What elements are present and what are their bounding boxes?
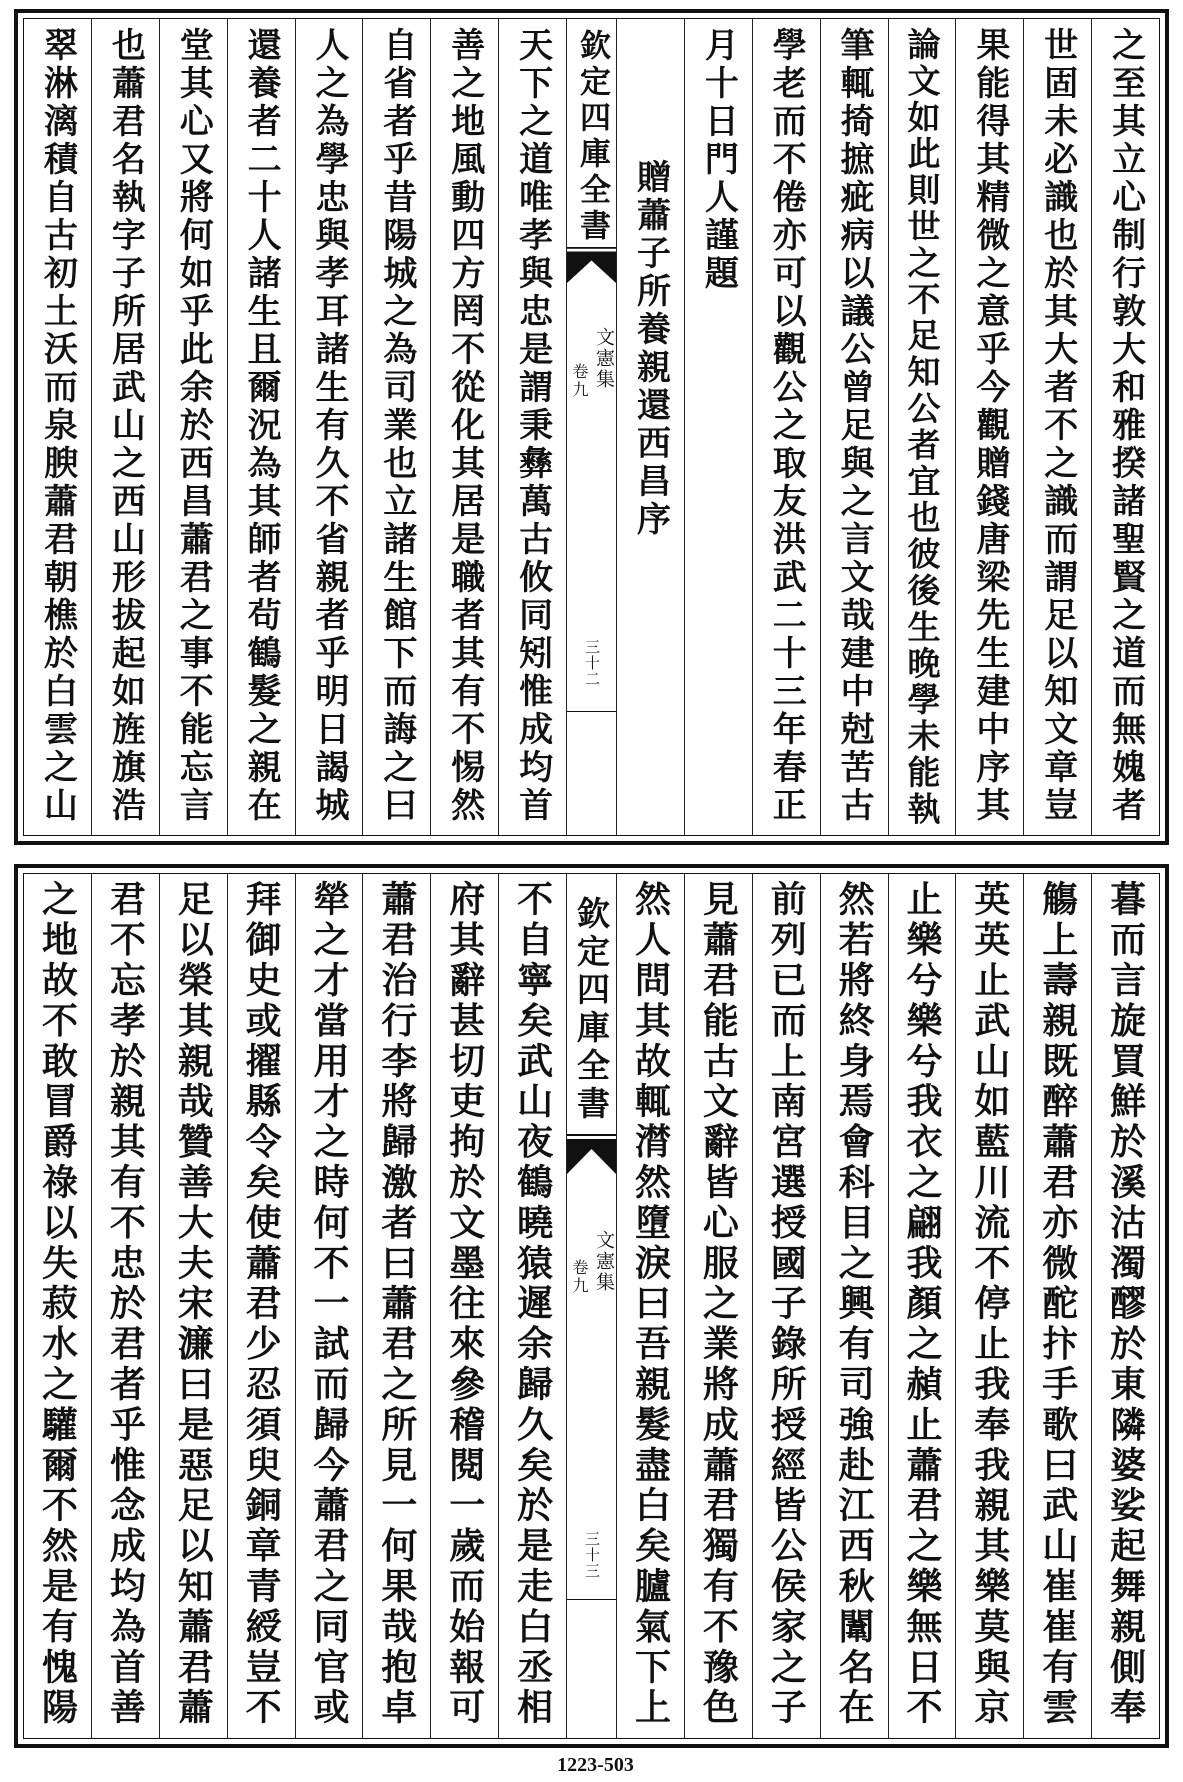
leaf-number: 三十三: [583, 1531, 601, 1579]
text-column: [888, 19, 956, 835]
page-code: 1223-503: [557, 1754, 634, 1776]
text-column: [159, 19, 227, 835]
column-text: 也蕭君名執字子所居武山之西山形拔起如旌旗浩: [105, 27, 146, 825]
column-text: 翠淋漓積自古初土沃而泉腴蕭君朝樵於白雲之山: [37, 27, 78, 825]
column-text: 蕭君治行李將歸激者曰蕭君之所見一何果哉抱卓: [375, 880, 418, 1729]
column-text: 君不忘孝於親其有不忠於君者乎惟念成均為首善: [104, 880, 147, 1729]
column-text: 堂其心又將何如乎此余於西昌蕭君之事不能忘言: [173, 27, 214, 825]
column-text: 觴上壽親既醉蕭君亦微酡抃手歌曰武山崔崔有雲: [1036, 880, 1079, 1729]
leaf-panel-bottom: [14, 864, 1169, 1748]
text-column: [955, 874, 1023, 1738]
column-text: 然若將終身焉會科目之興有司強赴江西秋闈名在: [833, 880, 876, 1729]
text-frame: [23, 873, 1160, 1739]
center-fold: [566, 874, 616, 1738]
text-column: [616, 874, 684, 1738]
text-column: [159, 874, 227, 1738]
column-text: 不自寧矣武山夜鶴曉猿遲余歸久矣於是走白丞相: [511, 880, 554, 1729]
text-column: [362, 874, 430, 1738]
colophon-column: [684, 19, 752, 835]
text-column: [684, 874, 752, 1738]
text-column: [498, 874, 566, 1738]
text-column: [752, 874, 820, 1738]
fold-rule: [567, 711, 616, 712]
fishtail-mark-icon: [567, 1134, 616, 1174]
volume-label: 卷九: [570, 1259, 589, 1295]
text-column: [91, 19, 159, 835]
book-title: 文憲集: [593, 1230, 615, 1293]
column-text: 然人問其故輒潸然墮淚曰吾親髮盡白矣臚氣下上: [629, 880, 672, 1729]
volume-label: 卷九: [570, 363, 589, 399]
series-title: 欽定四庫全書: [572, 896, 611, 1124]
text-column: [295, 19, 363, 835]
column-text: 論文如此則世之不足知公者宜也彼後生晚學未能執: [902, 27, 942, 828]
essay-title: 贈蕭子所養親還西昌序: [630, 159, 671, 539]
column-text: 暮而言旋買鮮於溪沽濁醪於東隣婆娑起舞親側奉: [1104, 880, 1147, 1729]
text-column: [1023, 19, 1091, 835]
column-text: 善之地風動四方罔不從化其居是職者其有不惕然: [444, 27, 485, 825]
text-column: [362, 19, 430, 835]
text-column: [955, 19, 1023, 835]
colophon-text: 月十日門人謹題: [698, 27, 739, 293]
text-column: [91, 874, 159, 1738]
text-column: [430, 874, 498, 1738]
text-column: [295, 874, 363, 1738]
leaf-number: 三十二: [583, 639, 601, 687]
column-text: 拜御史或擢縣令矣使蕭君少忍須臾銅章青綬豈不: [240, 880, 283, 1729]
text-column: [820, 19, 888, 835]
column-text: 世固未必識也於其大者不之識而謂足以知文章豈: [1037, 27, 1078, 825]
column-text: 果能得其精微之意乎今觀贈錢唐梁先生建中序其: [969, 27, 1010, 825]
column-text: 府其辭甚切吏拘於文墨往來參稽閱一歲而始報可: [443, 880, 486, 1729]
column-text: 英英止武山如藍川流不停止我奉我親其樂莫與京: [968, 880, 1011, 1729]
column-text: 止樂兮樂兮我衣之翩我顏之赬止蕭君之樂無日不: [900, 880, 943, 1729]
column-text: 還養者二十人諸生且爾況為其師者茍鶴髮之親在: [241, 27, 282, 825]
column-text: 犖之才當用才之時何不一試而歸今蕭君之同官或: [307, 880, 350, 1729]
book-title: 文憲集: [593, 327, 615, 390]
text-frame: [23, 18, 1160, 836]
leaf-panel-top: [14, 9, 1169, 845]
text-column: [227, 19, 295, 835]
column-text: 學老而不倦亦可以觀公之取友洪武二十三年春正: [766, 27, 807, 825]
text-column: [1023, 874, 1091, 1738]
column-text: 前列已而上南宮選授國子錄所授經皆公侯家之子: [765, 880, 808, 1729]
text-column: [24, 19, 91, 835]
column-text: 足以榮其親哉贊善大夫宋濂曰是惡足以知蕭君蕭: [172, 880, 215, 1729]
text-column: [1091, 874, 1159, 1738]
text-column: [227, 874, 295, 1738]
column-text: 天下之道唯孝與忠是謂秉彝萬古攸同矧惟成均首: [512, 27, 553, 825]
text-column: [498, 19, 566, 835]
text-column: [752, 19, 820, 835]
essay-title-column: [616, 19, 684, 835]
series-title: 欽定四庫全書: [574, 29, 610, 245]
column-text: 筆輒掎摭疵病以議公曾足與之言文哉建中尅苦古: [834, 27, 875, 825]
text-column: [888, 874, 956, 1738]
text-column: [24, 874, 91, 1738]
column-text: 自省者乎昔陽城之為司業也立諸生館下而誨之曰: [376, 27, 417, 825]
text-column: [430, 19, 498, 835]
fishtail-mark-icon: [567, 247, 616, 283]
column-text: 見蕭君能古文辭皆心服之業將成蕭君獨有不豫色: [697, 880, 740, 1729]
center-fold: [566, 19, 616, 835]
fold-rule: [567, 1599, 616, 1600]
text-column: [820, 874, 888, 1738]
text-column: [1091, 19, 1159, 835]
column-text: 之至其立心制行敦大和雅揆諸聖賢之道而無媿者: [1105, 27, 1146, 825]
column-text: 之地故不敢冒爵祿以失菽水之驩爾不然是有愧陽: [36, 880, 79, 1729]
column-text: 人之為學忠與孝耳諸生有久不省親者乎明日謁城: [308, 27, 349, 825]
